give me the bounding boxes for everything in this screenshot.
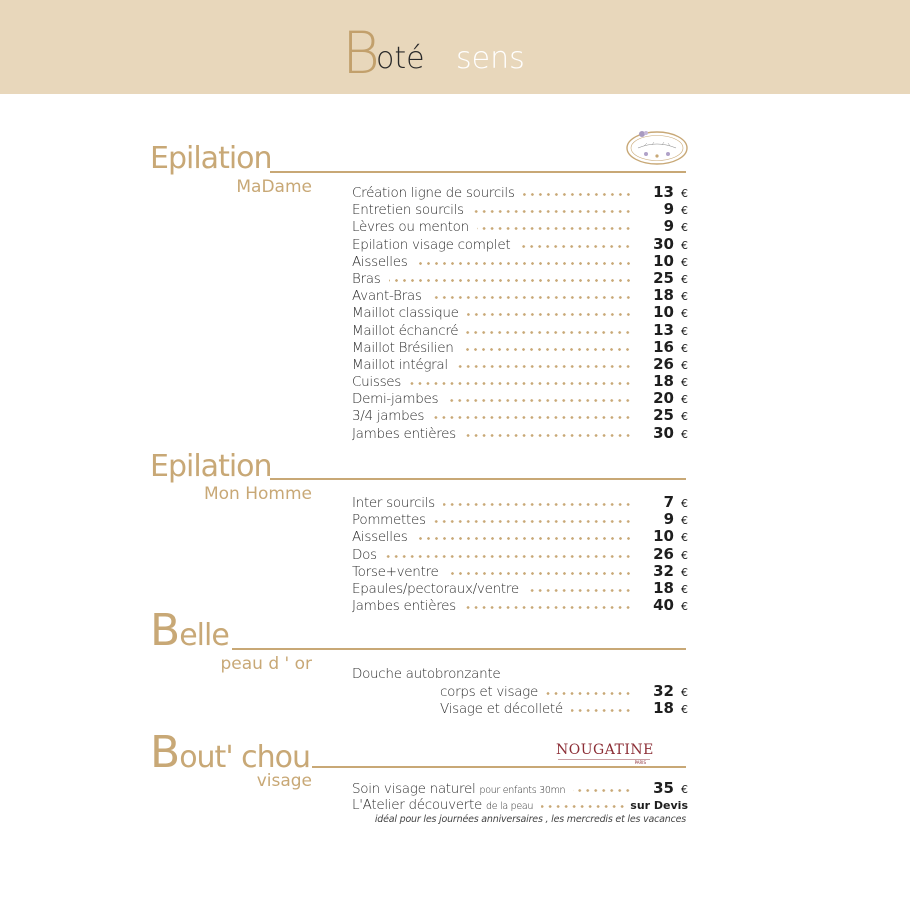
section-rule xyxy=(232,648,686,650)
price-row xyxy=(352,201,688,218)
price-row xyxy=(352,390,688,407)
currency-symbol: € xyxy=(681,703,688,717)
currency-symbol: € xyxy=(681,341,688,355)
currency-symbol: € xyxy=(681,393,688,407)
currency-symbol: € xyxy=(681,531,688,545)
nougatine-logo xyxy=(556,742,652,766)
section-title-initial: B xyxy=(150,727,180,778)
price-row xyxy=(352,270,688,287)
item-name: Epilation visage complet xyxy=(352,236,511,253)
item-price: 20 xyxy=(653,389,674,408)
currency-symbol: € xyxy=(681,548,688,562)
brand-word-2: sens xyxy=(456,41,525,76)
item-price: 10 xyxy=(653,527,674,546)
dot-leader xyxy=(385,555,632,558)
item-name xyxy=(352,797,533,815)
dot-leader xyxy=(456,365,632,368)
dot-leader xyxy=(447,572,632,575)
item-name: Pommettes xyxy=(352,512,426,529)
price-row xyxy=(352,322,688,339)
price-row xyxy=(352,597,688,614)
dot-leader xyxy=(464,434,632,437)
price-list-madame xyxy=(352,184,688,442)
section-subtitle-belle: peau d ' or xyxy=(220,654,312,674)
item-price: 25 xyxy=(653,268,674,287)
price-row xyxy=(352,511,688,528)
dot-leader xyxy=(446,399,632,402)
dot-leader xyxy=(527,589,632,592)
dot-leader xyxy=(409,382,632,385)
item-price: 9 xyxy=(663,217,674,236)
dot-leader xyxy=(416,537,633,540)
section-title-initial: E xyxy=(150,449,168,484)
item-name: Aisselles xyxy=(352,529,408,546)
currency-symbol: € xyxy=(681,272,688,286)
item-heading: Douche autobronzante xyxy=(352,666,501,682)
price-row xyxy=(352,407,688,424)
item-name: Dos xyxy=(352,546,377,563)
currency-symbol: € xyxy=(681,582,688,596)
section-title-rest: pilation xyxy=(167,449,272,484)
currency-symbol: € xyxy=(681,324,688,338)
item-name: Torse+ventre xyxy=(352,563,439,580)
item-name: Demi-jambes xyxy=(352,391,439,408)
price-list-boutchou xyxy=(352,780,688,825)
section-title-rest: out' chou xyxy=(179,740,310,775)
item-name: Bras xyxy=(352,270,381,287)
item-name: 3/4 jambes xyxy=(352,408,425,425)
price-row xyxy=(352,683,688,700)
currency-symbol: € xyxy=(681,221,688,235)
price-row xyxy=(352,797,688,814)
currency-symbol: € xyxy=(681,427,688,441)
item-price: 13 xyxy=(653,183,674,201)
item-price: 32 xyxy=(653,561,674,580)
section-title-madame xyxy=(150,142,272,176)
dot-leader xyxy=(432,416,632,419)
item-name: Jambes entières xyxy=(352,425,456,442)
price-row xyxy=(352,580,688,597)
item-name: corps et visage xyxy=(440,684,538,701)
section-rule xyxy=(270,478,686,480)
item-price: 26 xyxy=(653,354,674,373)
price-row xyxy=(352,253,688,270)
price-row xyxy=(352,184,688,201)
item-name: Visage et décolleté xyxy=(440,701,563,718)
dot-leader xyxy=(541,805,626,808)
price-row xyxy=(352,700,688,717)
currency-symbol: € xyxy=(681,255,688,269)
section-subtitle-madame: MaDame xyxy=(236,177,312,197)
price-row xyxy=(352,287,688,304)
dot-leader xyxy=(573,789,632,792)
brand-word-1: oté xyxy=(376,41,425,76)
dot-leader xyxy=(523,193,632,196)
price-row xyxy=(352,373,688,390)
price-list-belle xyxy=(352,666,688,718)
item-name: Maillot Brésilien xyxy=(352,339,454,356)
nougatine-city: PARIS xyxy=(634,760,646,765)
section-title-initial: E xyxy=(150,141,168,176)
price-row xyxy=(352,425,688,442)
item-detail: de la peau xyxy=(486,801,534,813)
section-subtitle-homme: Mon Homme xyxy=(203,484,312,504)
item-price: 9 xyxy=(663,200,674,219)
item-price: 40 xyxy=(653,596,674,615)
nougatine-name: NOUGATINE xyxy=(556,742,654,758)
currency-symbol: € xyxy=(681,204,688,218)
item-name: Jambes entières xyxy=(352,598,456,615)
item-name: Entretien sourcils xyxy=(352,202,464,219)
item-name-main: L'Atelier découverte xyxy=(352,797,483,814)
dot-leader xyxy=(443,503,632,506)
section-title-rest: elle xyxy=(179,618,229,653)
dot-leader xyxy=(430,296,632,299)
price-list-homme xyxy=(352,494,688,614)
price-row xyxy=(352,563,688,580)
item-price: 13 xyxy=(653,320,674,339)
floral-emblem-icon xyxy=(624,128,690,168)
item-name: Epaules/pectoraux/ventre xyxy=(352,580,519,597)
dot-leader xyxy=(518,245,632,248)
item-price: 25 xyxy=(653,406,674,425)
item-price: 18 xyxy=(653,286,674,305)
currency-symbol: € xyxy=(681,497,688,510)
dot-leader xyxy=(416,262,633,265)
currency-symbol: € xyxy=(681,358,688,372)
dot-leader xyxy=(472,210,632,213)
price-row xyxy=(352,218,688,235)
price-row xyxy=(352,494,688,511)
footnote: idéal pour les journées anniversaires , les mercredis et les vacances xyxy=(374,814,686,826)
item-name: Lèvres ou menton xyxy=(352,219,469,236)
currency-symbol: € xyxy=(681,187,688,200)
item-name: Maillot échancré xyxy=(352,322,459,339)
header-band xyxy=(0,0,910,94)
section-title-homme xyxy=(150,450,272,484)
currency-symbol: € xyxy=(681,238,688,252)
item-price-quote: sur Devis xyxy=(630,799,688,813)
dot-leader xyxy=(389,279,633,282)
currency-symbol: € xyxy=(681,565,688,579)
item-price: 26 xyxy=(653,544,674,563)
price-row xyxy=(352,356,688,373)
price-row xyxy=(352,546,688,563)
section-subtitle-boutchou: visage xyxy=(256,771,312,791)
item-name: Inter sourcils xyxy=(352,495,435,511)
price-row xyxy=(352,236,688,253)
dot-leader xyxy=(434,520,632,523)
item-price: 7 xyxy=(663,493,674,511)
brand-initial: B xyxy=(342,19,380,87)
price-row xyxy=(352,339,688,356)
dot-leader xyxy=(571,709,632,712)
item-name-main: Soin visage naturel xyxy=(352,781,476,797)
currency-symbol: € xyxy=(681,514,688,528)
item-name: Maillot classique xyxy=(352,305,459,322)
section-rule xyxy=(312,766,686,768)
item-price: 32 xyxy=(653,682,674,701)
item-price: 18 xyxy=(653,578,674,597)
dot-leader xyxy=(467,313,632,316)
dot-leader xyxy=(546,692,632,695)
item-name: Maillot intégral xyxy=(352,356,448,373)
dot-leader xyxy=(461,348,632,351)
item-price: 30 xyxy=(653,423,674,442)
currency-symbol: € xyxy=(681,783,688,796)
item-price: 35 xyxy=(653,779,674,797)
item-name: Aisselles xyxy=(352,253,408,270)
item-name: Avant-Bras xyxy=(352,288,422,305)
price-row xyxy=(352,304,688,321)
item-price: 16 xyxy=(653,337,674,356)
section-title-boutchou xyxy=(150,727,310,778)
currency-symbol: € xyxy=(681,686,688,700)
section-title-belle xyxy=(150,605,229,656)
item-heading-row xyxy=(352,666,688,683)
item-name: Cuisses xyxy=(352,374,402,391)
dot-leader xyxy=(477,227,632,230)
currency-symbol: € xyxy=(681,600,688,614)
item-price: 10 xyxy=(653,251,674,270)
price-row xyxy=(352,780,688,797)
section-title-rest: pilation xyxy=(167,141,272,176)
item-price: 18 xyxy=(653,372,674,391)
item-name: Création ligne de sourcils xyxy=(352,185,515,201)
currency-symbol: € xyxy=(681,376,688,390)
dot-leader xyxy=(466,331,632,334)
currency-symbol: € xyxy=(681,290,688,304)
section-title-initial: B xyxy=(150,605,180,656)
price-row xyxy=(352,528,688,545)
item-price: 30 xyxy=(653,234,674,253)
item-price: 18 xyxy=(653,699,674,718)
item-detail: pour enfants 30mn xyxy=(479,785,566,796)
dot-leader xyxy=(464,606,632,609)
item-price: 9 xyxy=(663,510,674,529)
section-rule xyxy=(270,171,686,173)
currency-symbol: € xyxy=(681,307,688,321)
currency-symbol: € xyxy=(681,410,688,424)
item-price: 10 xyxy=(653,303,674,322)
